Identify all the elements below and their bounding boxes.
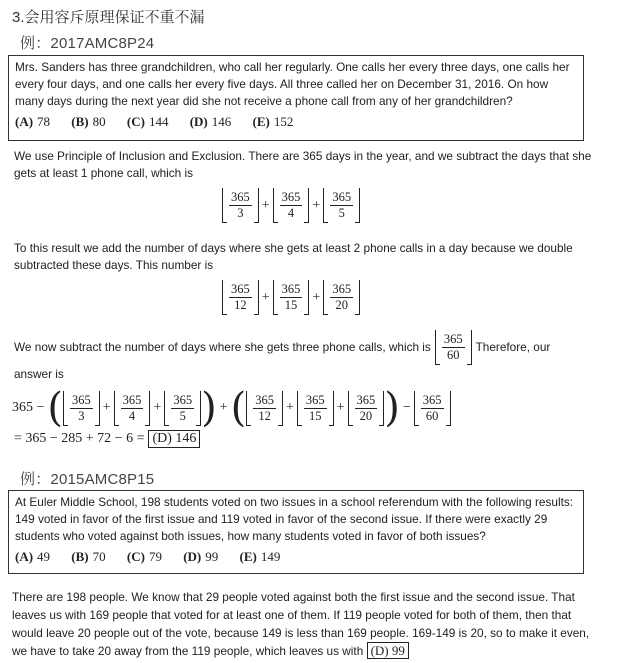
choice-b: (B) 70: [71, 549, 106, 564]
choice-a: (A) 49: [15, 549, 51, 564]
floor-365-3: $\frac{365}{3}$: [222, 188, 259, 223]
answer-choices-1: [15, 114, 577, 130]
floor-365-20: $\frac{365}{20}$: [323, 280, 360, 315]
choice-a: (A) 78: [15, 114, 51, 129]
answer-box-2: (D) 99: [367, 642, 409, 659]
formula-singles: $\frac{365}{3}$ + $\frac{365}{4}$ + $\frac{365}{5}$: [222, 188, 360, 223]
full-formula: 365 − ( $\frac{365}{3}$ + $\frac{365}{4}$ + $\frac{365}{5}$ ) + ( $\frac{365}{12}$ + $\frac{365}{15}$ + $\frac{365}{20}$ ) − $\frac{365}{60}$: [12, 388, 451, 428]
solution-answer-is: answer is: [14, 367, 64, 381]
problem-box-1: [8, 55, 584, 141]
problem-box-2: [8, 490, 584, 574]
section-title: 3.会用容斥原理保证不重不漏: [12, 9, 205, 26]
choice-e: (E) 149: [239, 549, 281, 564]
floor-365-12: $\frac{365}{12}$: [222, 280, 259, 315]
solution-paragraph-ex2: There are 198 people. We know that 29 people voted against both the first issue and the second issue. That leaves us with 169 people that voted for at least one of them. If 119 people voted for both of them, then that would leave 20 people out of the vote, because 149 is less than 169 people. 169-149 is 20, so to make it even, we have to take 20 away from the 119 people, which leaves us with (D) 99: [12, 590, 590, 658]
example-label-1: 例：2017AMC8P24: [20, 35, 155, 52]
final-result-1: = 365 − 285 + 72 − 6 = (D) 146: [14, 430, 200, 448]
choice-d: (D) 146: [189, 114, 232, 129]
answer-choices-2: [15, 549, 577, 565]
floor-365-5: $\frac{365}{5}$: [323, 188, 360, 223]
example-label-2: 例：2015AMC8P15: [20, 471, 155, 488]
floor-365-4: $\frac{365}{4}$: [273, 188, 310, 223]
solution-paragraph-3: We now subtract the number of days where she gets three phone calls, which is $\frac{365}{60}$ Therefore, our: [14, 330, 550, 365]
choice-c: (C) 144: [126, 114, 169, 129]
problem-text-2: At Euler Middle School, 198 students voted on two issues in a school referendum with the following results: 149 voted in favor of the first issue and 119 voted in favor of the second issue. If there were exactly 29 students who voted against both issues, how many students voted in favor of both issues?: [15, 495, 574, 543]
floor-365-15: $\frac{365}{15}$: [273, 280, 310, 315]
choice-c: (C) 79: [126, 549, 162, 564]
floor-365-60: $\frac{365}{60}$: [435, 330, 472, 365]
formula-pairs: $\frac{365}{12}$ + $\frac{365}{15}$ + $\frac{365}{20}$: [222, 280, 360, 315]
answer-box-1: (D) 146: [148, 430, 200, 448]
solution-paragraph-1: We use Principle of Inclusion and Exclusion. There are 365 days in the year, and we subtract the days that she gets at least 1 phone call, which is: [14, 149, 592, 180]
problem-text-1: Mrs. Sanders has three grandchildren, who call her regularly. One calls her every three days, one calls her every four days, and one calls her every five days. All three called her on December 31, 2016. On how many days during the next year did she not receive a phone call from any of her grandchildren?: [15, 60, 570, 108]
solution-paragraph-2: To this result we add the number of days where she gets at least 2 phone calls in a day because we double subtracted these days. This number is: [14, 241, 573, 272]
choice-b: (B) 80: [71, 114, 106, 129]
choice-e: (E) 152: [252, 114, 294, 129]
choice-d: (D) 99: [183, 549, 219, 564]
